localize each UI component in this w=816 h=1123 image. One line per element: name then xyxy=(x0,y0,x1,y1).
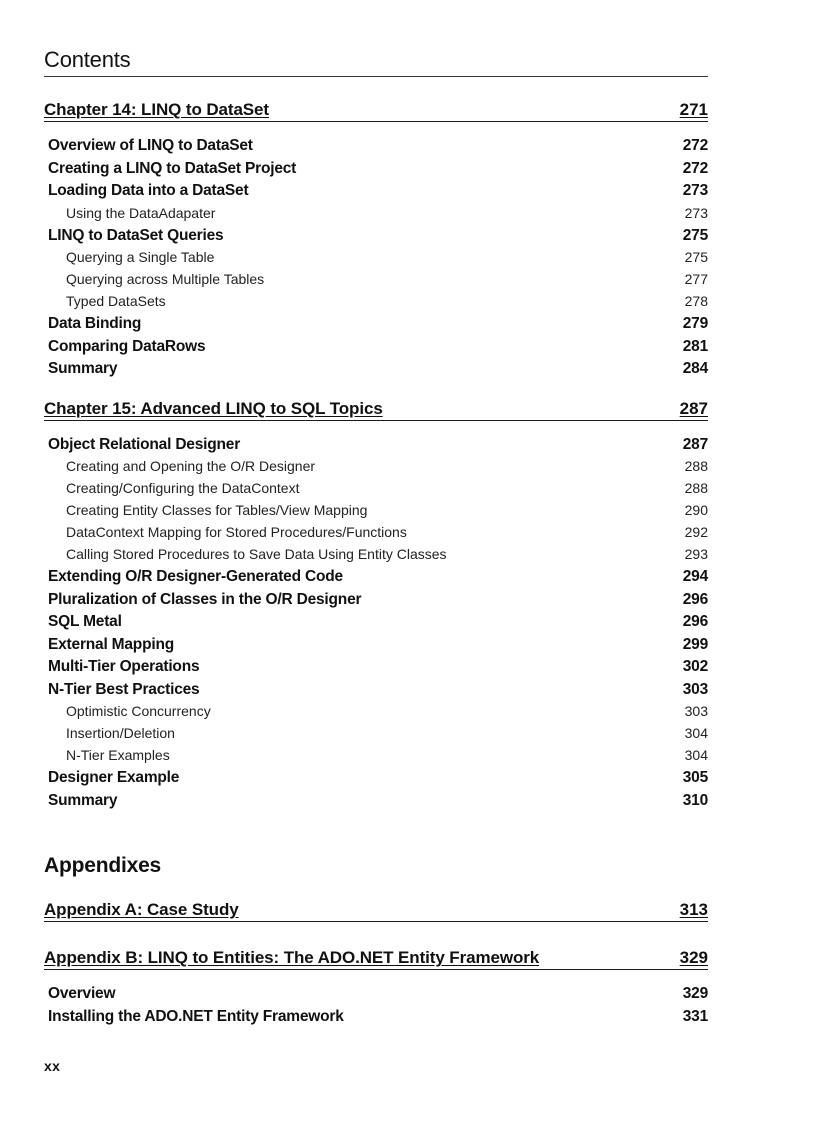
chapter-15-heading[interactable] xyxy=(44,395,708,421)
toc-subentry[interactable] xyxy=(44,546,708,568)
toc-entry[interactable] xyxy=(44,1008,708,1031)
entry-label: Insertion/Deletion xyxy=(66,725,175,741)
chapter-title: Appendix B: LINQ to Entities: The ADO.NET Entity Framework xyxy=(44,948,540,967)
toc-subentry[interactable] xyxy=(44,205,708,227)
appendix-b-entries xyxy=(44,985,708,1030)
entry-label: Creating Entity Classes for Tables/View Mapping xyxy=(66,502,368,518)
entry-label: Extending O/R Designer-Generated Code xyxy=(48,568,343,585)
toc-subentry[interactable] xyxy=(44,502,708,524)
page-number: 294 xyxy=(682,568,708,585)
toc-entry[interactable] xyxy=(44,160,708,183)
spacer xyxy=(44,922,708,944)
chapter-title: Chapter 15: Advanced LINQ to SQL Topics xyxy=(44,398,383,418)
toc-entry[interactable] xyxy=(44,137,708,160)
toc-entry[interactable] xyxy=(44,985,708,1008)
page-number: 304 xyxy=(684,725,708,741)
page-number: 272 xyxy=(682,137,708,154)
page-number: 288 xyxy=(684,480,708,496)
toc-entry[interactable] xyxy=(44,436,708,459)
entry-label: Using the DataAdapater xyxy=(66,204,216,221)
page-number: 288 xyxy=(684,458,708,474)
chapter-14-heading[interactable] xyxy=(44,96,708,122)
page-title: Contents xyxy=(44,47,131,72)
spacer xyxy=(44,884,708,896)
toc-entry[interactable] xyxy=(44,658,708,681)
page-number: 275 xyxy=(684,249,708,265)
page-number: 299 xyxy=(682,635,708,653)
toc-subentry[interactable] xyxy=(44,271,708,293)
entry-label: Summary xyxy=(48,791,118,809)
toc-entry[interactable] xyxy=(44,338,708,361)
chapter-title: Chapter 14: LINQ to DataSet xyxy=(44,100,269,119)
toc-subentry[interactable] xyxy=(44,293,708,315)
toc-entry[interactable] xyxy=(44,315,708,338)
toc-entry[interactable] xyxy=(44,591,708,614)
entry-label: Creating and Opening the O/R Designer xyxy=(66,458,316,474)
page-number: 313 xyxy=(679,900,708,919)
entry-label: Querying across Multiple Tables xyxy=(66,271,265,287)
entry-label: Querying a Single Table xyxy=(66,249,215,265)
page-number: 273 xyxy=(684,204,708,221)
entry-label: Designer Example xyxy=(48,769,180,786)
toc-subentry[interactable] xyxy=(44,703,708,725)
entry-label: Installing the ADO.NET Entity Framework xyxy=(48,1007,344,1025)
page-number: 287 xyxy=(682,435,708,453)
page-number: 277 xyxy=(684,271,708,287)
toc-entry[interactable] xyxy=(44,227,708,250)
page-number: 329 xyxy=(679,948,708,967)
toc-entry[interactable] xyxy=(44,613,708,636)
entry-label: Optimistic Concurrency xyxy=(66,703,211,719)
entry-label: Data Binding xyxy=(48,315,142,332)
page-number: 272 xyxy=(682,159,708,177)
page-number: 273 xyxy=(682,182,708,199)
page-number: 303 xyxy=(684,703,708,719)
page-number: 303 xyxy=(682,680,708,698)
toc-entry[interactable] xyxy=(44,681,708,704)
page-number: 275 xyxy=(682,226,708,244)
entry-label: Summary xyxy=(48,360,118,377)
entry-label: N-Tier Best Practices xyxy=(48,680,200,698)
part-heading-appendixes: Appendixes xyxy=(44,854,162,877)
entry-label: External Mapping xyxy=(48,635,174,653)
entry-label: SQL Metal xyxy=(48,613,122,630)
appendix-b-heading[interactable] xyxy=(44,944,708,970)
toc-entry[interactable] xyxy=(44,568,708,591)
page-number: 281 xyxy=(682,337,708,355)
page-number: 304 xyxy=(684,747,708,763)
entry-label: Calling Stored Procedures to Save Data Using Entity Classes xyxy=(66,546,447,562)
page-number: 278 xyxy=(684,293,708,309)
toc-subentry[interactable] xyxy=(44,747,708,769)
page-number: 310 xyxy=(682,791,708,809)
page-number: 287 xyxy=(679,398,708,418)
page-number: 305 xyxy=(682,769,708,786)
toc-subentry[interactable] xyxy=(44,458,708,480)
toc-subentry[interactable] xyxy=(44,725,708,747)
page-number: 296 xyxy=(682,590,708,608)
page-header xyxy=(44,46,708,77)
toc-entry[interactable] xyxy=(44,360,708,383)
entry-label: Object Relational Designer xyxy=(48,435,241,453)
page-number: 279 xyxy=(682,315,708,332)
spacer xyxy=(44,383,708,395)
entry-label: Creating/Configuring the DataContext xyxy=(66,480,300,496)
page-number: 296 xyxy=(682,613,708,630)
entry-label: Overview of LINQ to DataSet xyxy=(48,137,253,154)
entry-label: Comparing DataRows xyxy=(48,337,206,355)
chapter-15-entries xyxy=(44,436,708,815)
toc-entry[interactable] xyxy=(44,182,708,205)
page-number: 292 xyxy=(684,524,708,540)
page-number: 271 xyxy=(679,100,708,119)
table-of-contents xyxy=(44,96,708,1030)
page-folio: xx xyxy=(44,1058,61,1074)
page-number: 302 xyxy=(682,658,708,675)
entry-label: Creating a LINQ to DataSet Project xyxy=(48,159,297,177)
page-number: 329 xyxy=(682,985,708,1002)
toc-entry[interactable] xyxy=(44,769,708,792)
page-number: 293 xyxy=(684,546,708,562)
entry-label: N-Tier Examples xyxy=(66,747,170,763)
chapter-title: Appendix A: Case Study xyxy=(44,900,239,919)
entry-label: Typed DataSets xyxy=(66,293,166,309)
page-number: 331 xyxy=(682,1007,708,1025)
toc-subentry[interactable] xyxy=(44,480,708,502)
toc-subentry[interactable] xyxy=(44,249,708,271)
toc-entry[interactable] xyxy=(44,792,708,815)
entry-label: Overview xyxy=(48,985,116,1002)
page-number: 290 xyxy=(684,502,708,518)
appendix-a-heading[interactable] xyxy=(44,896,708,922)
entry-label: Multi-Tier Operations xyxy=(48,658,200,675)
entry-label: Loading Data into a DataSet xyxy=(48,182,249,199)
entry-label: Pluralization of Classes in the O/R Designer xyxy=(48,590,362,608)
entry-label: LINQ to DataSet Queries xyxy=(48,226,224,244)
page-number: 284 xyxy=(682,360,708,377)
entry-label: DataContext Mapping for Stored Procedures/Functions xyxy=(66,524,407,540)
chapter-14-entries xyxy=(44,137,708,383)
toc-subentry[interactable] xyxy=(44,524,708,546)
toc-entry[interactable] xyxy=(44,636,708,659)
